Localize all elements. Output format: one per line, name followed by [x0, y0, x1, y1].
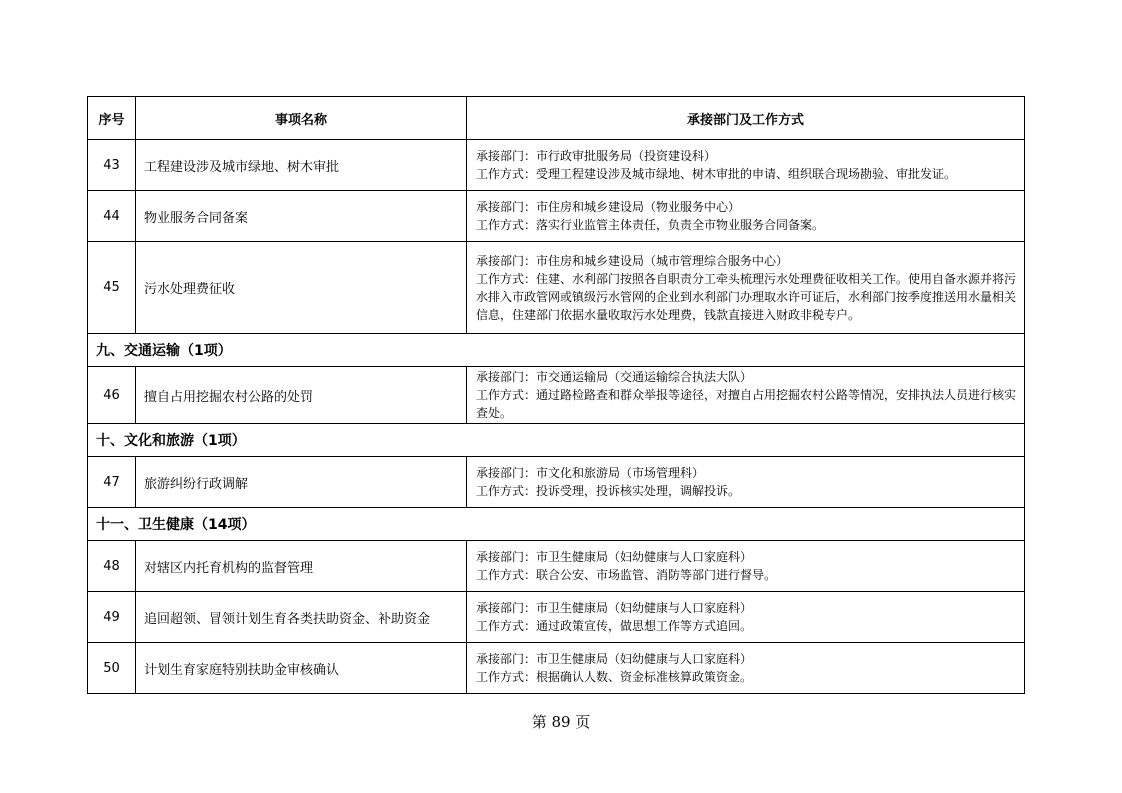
row-method [467, 191, 1025, 242]
row-work: 工作方式：通过政策宣传，做思想工作等方式追回。 [476, 619, 753, 633]
row-name: 物业服务合同备案 [136, 191, 467, 242]
section-title: 九、交通运输（1项） [88, 334, 1025, 367]
table-row [88, 643, 1025, 694]
section-row [88, 334, 1025, 367]
section-row [88, 508, 1025, 541]
row-method [467, 592, 1025, 643]
row-dept: 承接部门：市住房和城乡建设局（物业服务中心） [476, 200, 741, 214]
table-row [88, 191, 1025, 242]
header-name: 事项名称 [136, 97, 467, 140]
row-method [467, 242, 1025, 334]
row-no: 46 [88, 367, 136, 424]
row-dept: 承接部门：市卫生健康局（妇幼健康与人口家庭科） [476, 550, 753, 564]
row-name: 擅自占用挖掘农村公路的处罚 [136, 367, 467, 424]
row-dept: 承接部门：市卫生健康局（妇幼健康与人口家庭科） [476, 652, 753, 666]
matters-table [87, 96, 1025, 694]
row-work: 工作方式：受理工程建设涉及城市绿地、树木审批的申请、组织联合现场勘验、审批发证。 [476, 167, 957, 181]
row-work: 工作方式：通过路检路查和群众举报等途径，对擅自占用挖掘农村公路等情况，安排执法人员进行核实查处。 [476, 388, 1017, 420]
row-no: 45 [88, 242, 136, 334]
row-no: 47 [88, 457, 136, 508]
section-row [88, 424, 1025, 457]
row-no: 43 [88, 140, 136, 191]
row-dept: 承接部门：市卫生健康局（妇幼健康与人口家庭科） [476, 601, 753, 615]
row-name: 污水处理费征收 [136, 242, 467, 334]
section-title: 十一、卫生健康（14项） [88, 508, 1025, 541]
section-title: 十、文化和旅游（1项） [88, 424, 1025, 457]
table-row [88, 140, 1025, 191]
row-work: 工作方式：住建、水利部门按照各自职责分工牵头梳理污水处理费征收相关工作。使用自备水源并将污水排入市政管网或镇级污水管网的企业到水利部门办理取水许可证后，水利部门按季度推送用水量相关信息，住建部门依据水量收取污水处理费，钱款直接进入财政非税专户。 [476, 271, 1017, 322]
table-row [88, 592, 1025, 643]
table-row [88, 457, 1025, 508]
row-method [467, 457, 1025, 508]
row-method [467, 643, 1025, 694]
table-header [88, 97, 1025, 140]
row-work: 工作方式：联合公安、市场监管、消防等部门进行督导。 [476, 568, 777, 582]
header-method: 承接部门及工作方式 [467, 97, 1025, 140]
row-method [467, 140, 1025, 191]
row-method [467, 367, 1025, 424]
page-number: 第 89 页 [531, 713, 591, 731]
table-row [88, 242, 1025, 334]
row-no: 50 [88, 643, 136, 694]
row-name: 工程建设涉及城市绿地、树木审批 [136, 140, 467, 191]
row-work: 工作方式：投诉受理，投诉核实处理，调解投诉。 [476, 484, 741, 498]
row-method [467, 541, 1025, 592]
row-name: 计划生育家庭特别扶助金审核确认 [136, 643, 467, 694]
row-dept: 承接部门：市文化和旅游局（市场管理科） [476, 466, 705, 480]
row-work: 工作方式：落实行业监管主体责任，负责全市物业服务合同备案。 [476, 218, 825, 232]
row-dept: 承接部门：市行政审批服务局（投资建设科） [476, 149, 717, 163]
table-row [88, 367, 1025, 424]
row-dept: 承接部门：市交通运输局（交通运输综合执法大队） [476, 370, 753, 384]
row-no: 49 [88, 592, 136, 643]
row-no: 44 [88, 191, 136, 242]
header-no: 序号 [88, 97, 136, 140]
row-no: 48 [88, 541, 136, 592]
table-row [88, 541, 1025, 592]
row-work: 工作方式：根据确认人数、资金标准核算政策资金。 [476, 670, 753, 684]
row-name: 旅游纠纷行政调解 [136, 457, 467, 508]
row-name: 追回超领、冒领计划生育各类扶助资金、补助资金 [136, 592, 467, 643]
row-name: 对辖区内托育机构的监督管理 [136, 541, 467, 592]
row-dept: 承接部门：市住房和城乡建设局（城市管理综合服务中心） [476, 253, 789, 268]
